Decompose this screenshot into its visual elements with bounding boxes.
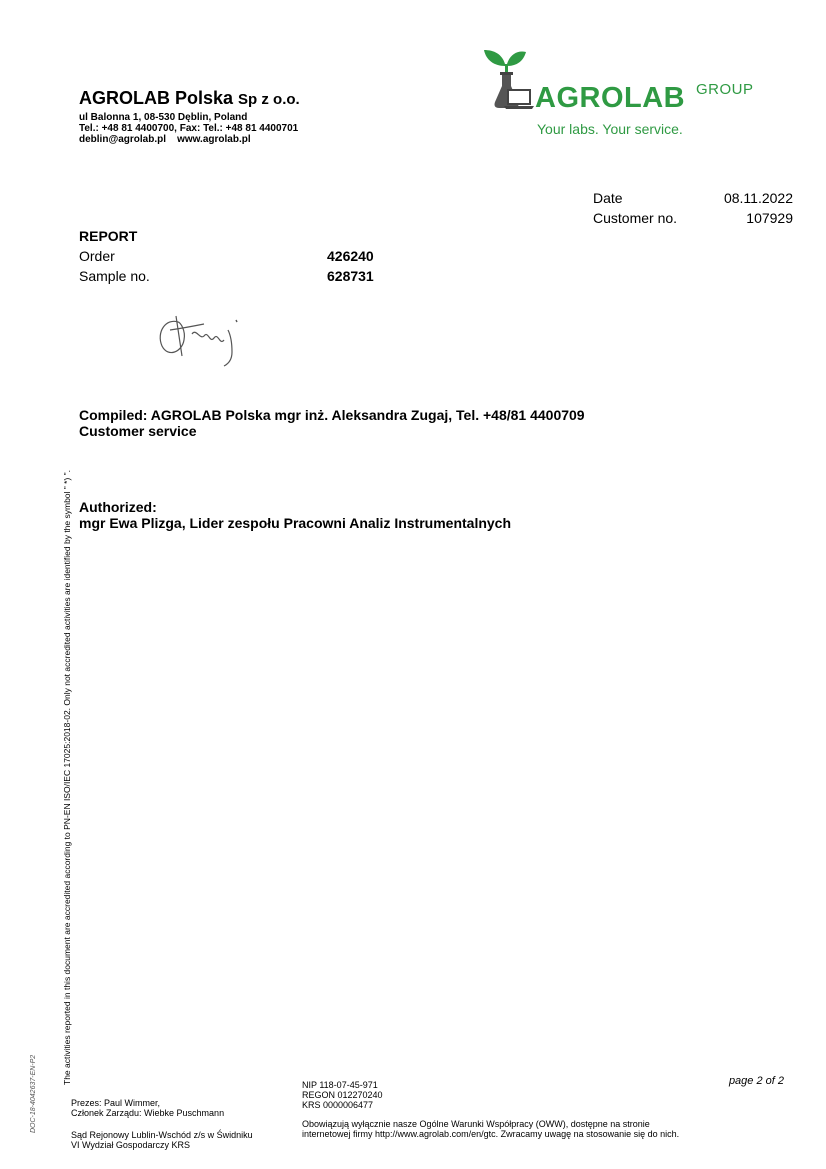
footer-president: Prezes: Paul Wimmer, bbox=[71, 1098, 161, 1108]
customer-no-value: 107929 bbox=[746, 210, 793, 226]
company-phone: Tel.: +48 81 4400700, Fax: Tel.: +48 81 4400701 bbox=[79, 123, 299, 134]
accreditation-note: The activities reported in this document are accredited according to PN-EN ISO/IEC 17025:2018-02. Only not accredited activities are identified by the symbol " *) ". bbox=[62, 469, 72, 1085]
order-label: Order bbox=[79, 248, 115, 264]
document-code: DOC-18-4042637-EN-P2 bbox=[30, 1054, 37, 1133]
compiled-department: Customer service bbox=[79, 423, 197, 439]
logo-tagline: Your labs. Your service. bbox=[537, 121, 683, 137]
authorized-name: mgr Ewa Plizga, Lider zespołu Pracowni Analiz Instrumentalnych bbox=[79, 515, 512, 531]
date-label: Date bbox=[593, 190, 623, 206]
order-value: 426240 bbox=[327, 248, 374, 264]
company-name-main: AGROLAB Polska bbox=[79, 88, 234, 108]
customer-no-label: Customer no. bbox=[593, 210, 678, 226]
company-contact: deblin@agrolab.pl www.agrolab.pl bbox=[79, 134, 251, 145]
footer-court-dept: VI Wydział Gospodarczy KRS bbox=[71, 1140, 190, 1150]
sample-no-value: 628731 bbox=[327, 268, 374, 284]
report-title: REPORT bbox=[79, 228, 138, 244]
page-number: page 2 of 2 bbox=[728, 1075, 784, 1087]
logo-group-label: GROUP bbox=[696, 81, 754, 98]
footer-terms-line1: Obowiązują wyłącznie nasze Ogólne Warunki Współpracy (OWW), dostępne na stronie bbox=[302, 1119, 650, 1129]
date-value: 08.11.2022 bbox=[723, 190, 793, 206]
logo-wordmark: AGROLAB bbox=[535, 82, 686, 114]
company-address: ul Balonna 1, 08-530 Dęblin, Poland bbox=[79, 112, 248, 123]
company-name bbox=[79, 88, 300, 109]
company-name-suffix: Sp z o.o. bbox=[238, 91, 300, 108]
footer-terms-line2: internetowej firmy http://www.agrolab.com/en/gtc. Zwracamy uwagę na stosowanie się do nich. bbox=[302, 1129, 680, 1139]
footer-regon: REGON 012270240 bbox=[302, 1090, 383, 1100]
footer-nip: NIP 118-07-45-971 bbox=[302, 1080, 378, 1090]
footer-court: Sąd Rejonowy Lublin-Wschód z/s w Świdniku bbox=[71, 1130, 253, 1140]
signature-icon bbox=[148, 300, 258, 370]
sample-no-label: Sample no. bbox=[79, 268, 150, 284]
compiled-by: Compiled: AGROLAB Polska mgr inż. Aleksandra Zugaj, Tel. +48/81 4400709 bbox=[79, 407, 585, 423]
footer-board-member: Członek Zarządu: Wiebke Puschmann bbox=[71, 1108, 225, 1118]
footer-krs: KRS 0000006477 bbox=[302, 1100, 374, 1110]
authorized-title: Authorized: bbox=[79, 499, 157, 515]
